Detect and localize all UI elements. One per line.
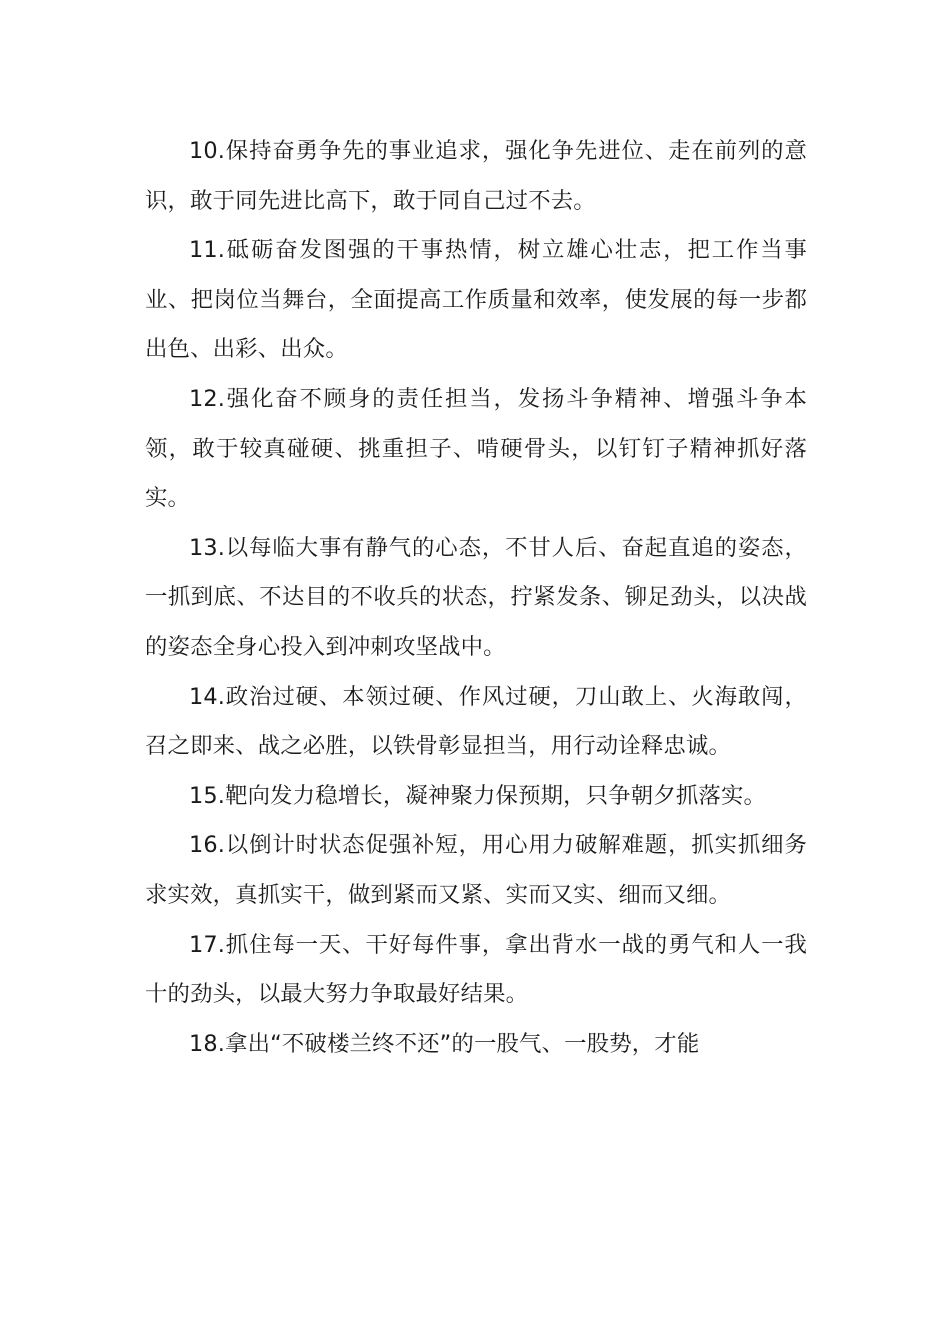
paragraph-16: 16.以倒计时状态促强补短，用心用力破解难题，抓实抓细务求实效，真抓实干，做到紧而又紧、实而又实、细而又细。 [145, 832, 807, 908]
paragraph-17: 17.抓住每一天、干好每件事，拿出背水一战的勇气和人一我十的劲头，以最大努力争取最好结果。 [145, 931, 807, 1008]
paragraph-15: 15.靶向发力稳增长，凝神聚力保预期，只争朝夕抓落实。 [189, 782, 767, 809]
paragraph-10: 10.保持奋勇争先的事业追求，强化争先进位、走在前列的意识，敢于同先进比高下，敢于同自己过不去。 [145, 138, 807, 214]
paragraph-11: 11.砥砺奋发图强的干事热情，树立雄心壮志，把工作当事业、把岗位当舞台，全面提高工作质量和效率，使发展的每一步都出色、出彩、出众。 [145, 237, 807, 363]
paragraph-14: 14.政治过硬、本领过硬、作风过硬，刀山敢上、火海敢闯，召之即来、战之必胜，以铁骨彰显担当，用行动诠释忠诚。 [145, 683, 807, 760]
paragraph-12: 12.强化奋不顾身的责任担当，发扬斗争精神、增强斗争本领，敢于较真碰硬、挑重担子、啃硬骨头，以钉钉子精神抓好落实。 [145, 385, 807, 512]
paragraph-18: 18.拿出“不破楼兰终不还”的一股气、一股势，才能 [189, 1030, 700, 1057]
document-body [145, 127, 807, 1069]
paragraph-13: 13.以每临大事有静气的心态，不甘人后、奋起直追的姿态，一抓到底、不达目的不收兵的状态，拧紧发条、铆足劲头，以决战的姿态全身心投入到冲刺攻坚战中。 [145, 534, 807, 660]
